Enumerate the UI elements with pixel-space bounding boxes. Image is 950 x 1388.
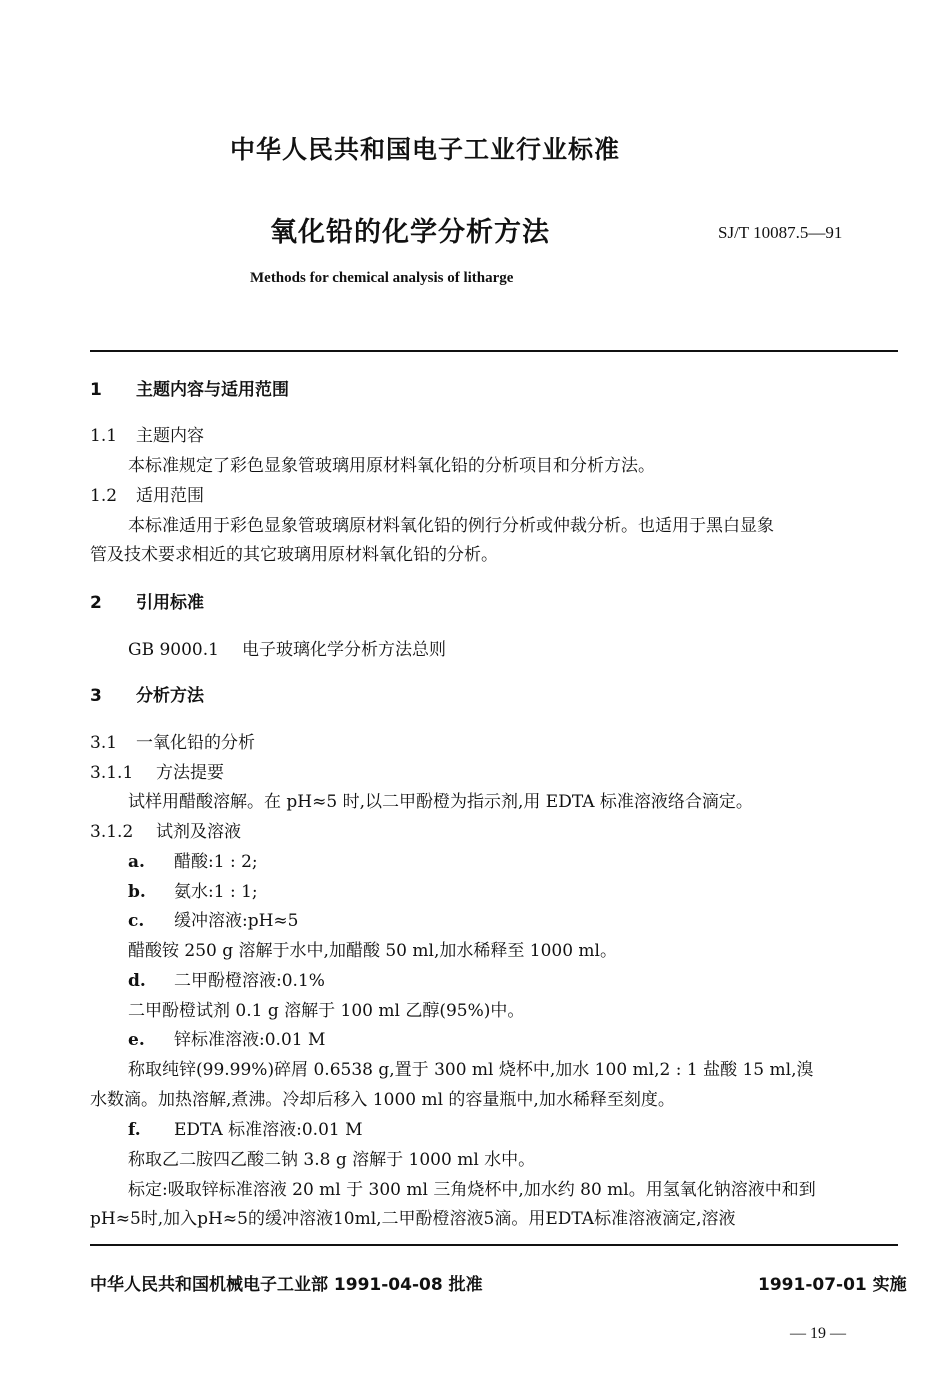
item-label: a. (128, 852, 145, 872)
approval-line: 中华人民共和国机械电子工业部 1991-04-08 批准 (90, 1275, 483, 1295)
list-item-d (128, 971, 325, 991)
section-3-heading (90, 686, 204, 706)
section-2-heading (90, 593, 204, 613)
section-title: 主题内容与适用范围 (136, 380, 289, 400)
item-detail: 醋酸铵 250 g 溶解于水中,加醋酸 50 ml,加水稀释至 1000 ml。 (128, 941, 617, 961)
item-text: 锌标准溶液:0.01 M (174, 1030, 326, 1050)
doc-title: 氧化铅的化学分析方法 (270, 217, 550, 248)
item-detail: 水数滴。加热溶解,煮沸。冷却后移入 1000 ml 的容量瓶中,加水稀释至刻度。 (90, 1090, 675, 1110)
paragraph: 试样用醋酸溶解。在 pH≈5 时,以二甲酚橙为指示剂,用 EDTA 标准溶液络合滴定。 (128, 792, 753, 812)
subsection-title: 试剂及溶液 (156, 822, 241, 842)
section-title: 分析方法 (136, 686, 204, 706)
subsection-number: 1.2 (90, 486, 118, 506)
item-detail: pH≈5时,加入pH≈5的缓冲溶液10ml,二甲酚橙溶液5滴。用EDTA标准溶液滴定,溶液 (90, 1209, 736, 1229)
effective-date: 1991-07-01 实施 (758, 1275, 907, 1295)
subsection-title: 适用范围 (136, 486, 204, 506)
item-label: b. (128, 882, 146, 902)
subsection-title: 主题内容 (136, 426, 204, 446)
reference-title: 电子玻璃化学分析方法总则 (242, 640, 446, 660)
list-item-c (128, 911, 299, 931)
reference-entry (128, 640, 446, 660)
item-detail: 标定:吸取锌标准溶液 20 ml 于 300 ml 三角烧杯中,加水约 80 ml。用氢氧化钠溶液中和到 (128, 1180, 816, 1200)
item-text: 缓冲溶液:pH≈5 (174, 911, 299, 931)
item-text: 二甲酚橙溶液:0.1% (174, 971, 325, 991)
list-item-f (128, 1120, 363, 1140)
section-1-heading (90, 380, 289, 400)
subsection-title: 一氧化铅的分析 (136, 733, 255, 753)
page-number: — 19 — (790, 1325, 846, 1342)
subsection-number: 3.1.2 (90, 822, 134, 842)
item-text: 氨水:1 : 1; (174, 882, 258, 902)
section-number: 3 (90, 686, 102, 706)
paragraph: 本标准适用于彩色显象管玻璃原材料氧化铅的例行分析或仲裁分析。也适用于黑白显象 (128, 516, 774, 536)
paragraph: 本标准规定了彩色显象管玻璃用原材料氧化铅的分析项目和分析方法。 (128, 456, 655, 476)
list-item-b (128, 882, 258, 902)
org-title: 中华人民共和国电子工业行业标准 (229, 135, 620, 164)
item-detail: 称取纯锌(99.99%)碎屑 0.6538 g,置于 300 ml 烧杯中,加水 100 ml,2 : 1 盐酸 15 ml,溴 (128, 1060, 814, 1080)
subsection-title: 方法提要 (156, 763, 224, 783)
list-item-a (128, 852, 258, 872)
standard-code: SJ/T 10087.5—91 (718, 223, 843, 242)
item-detail: 二甲酚橙试剂 0.1 g 溶解于 100 ml 乙醇(95%)中。 (128, 1001, 525, 1021)
section-number: 1 (90, 380, 102, 400)
subsection-3-1-2-heading (90, 822, 241, 842)
subsection-number: 3.1 (90, 733, 118, 753)
section-number: 2 (90, 593, 102, 613)
footer-divider (90, 1244, 898, 1246)
section-title: 引用标准 (136, 593, 204, 613)
item-label: f. (128, 1120, 141, 1140)
item-detail: 称取乙二胺四乙酸二钠 3.8 g 溶解于 1000 ml 水中。 (128, 1150, 536, 1170)
item-label: e. (128, 1030, 145, 1050)
subsection-1-2-heading (90, 486, 204, 506)
item-text: 醋酸:1 : 2; (174, 852, 258, 872)
header-divider (90, 350, 898, 352)
paragraph: 管及技术要求相近的其它玻璃用原材料氧化铅的分析。 (90, 545, 498, 565)
subsection-3-1-1-heading (90, 763, 224, 783)
subsection-number: 1.1 (90, 426, 118, 446)
list-item-e (128, 1030, 325, 1050)
item-label: c. (128, 911, 145, 931)
subsection-1-1-heading (90, 426, 204, 446)
english-title: Methods for chemical analysis of litharge (250, 270, 514, 286)
reference-code: GB 9000.1 (128, 640, 219, 660)
subsection-number: 3.1.1 (90, 763, 134, 783)
item-label: d. (128, 971, 146, 991)
subsection-3-1-heading (90, 733, 255, 753)
item-text: EDTA 标准溶液:0.01 M (174, 1120, 363, 1140)
